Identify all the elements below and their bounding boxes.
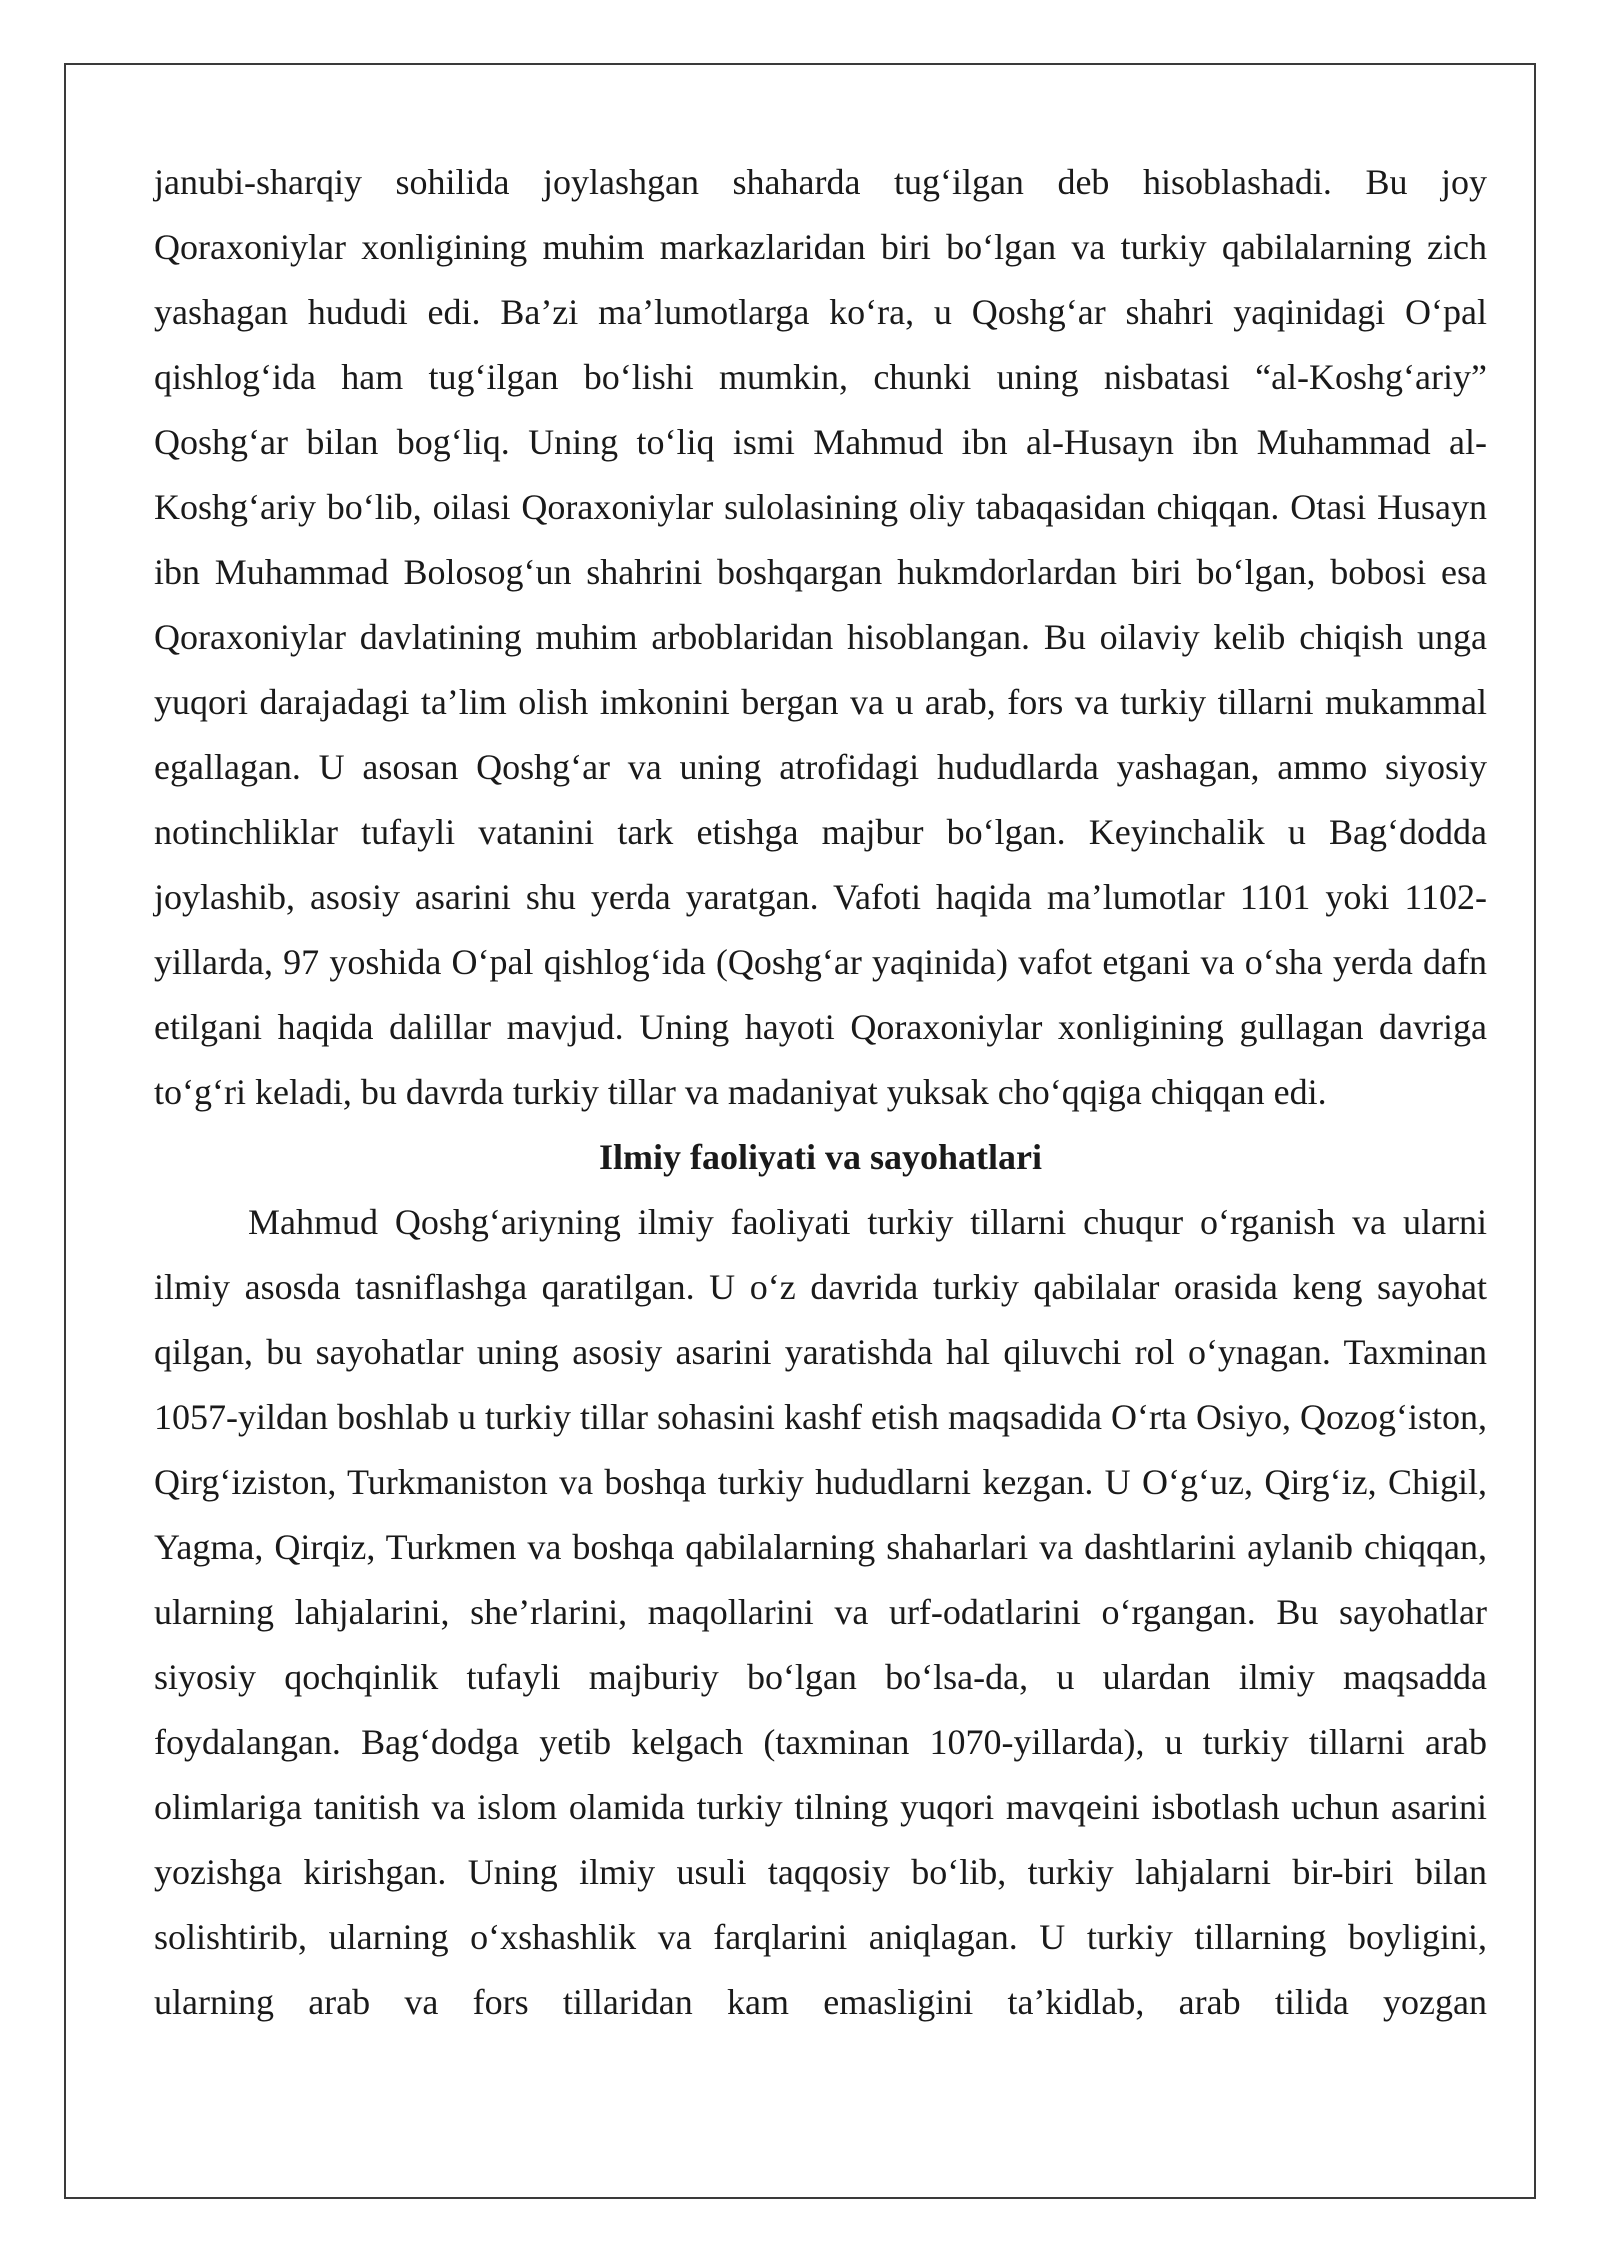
- section-heading: Ilmiy faoliyati va sayohatlari: [599, 1137, 1042, 1177]
- paragraph-intro-continuation: janubi-sharqiy sohilida joylashgan shaharda tug‘ilgan deb hisoblashadi. Bu joy Qoraxoniylar xonligining muhim markazlaridan biri bo‘lgan va turkiy qabilalarning zich yashagan hududi edi. Ba’zi ma’lumotlarga ko‘ra, u Qoshg‘ar shahri yaqinidagi O‘pal qishlog‘ida ham tug‘ilgan bo‘lishi mumkin, chunki uning nisbatasi “al-Koshg‘ariy” Qoshg‘ar bilan bog‘liq. Uning to‘liq ismi Mahmud ibn al-Husayn ibn Muhammad al-Koshg‘ariy bo‘lib, oilasi Qoraxoniylar sulolasining oliy tabaqasidan chiqqan. Otasi Husayn ibn Muhammad Bolosog‘un shahrini boshqargan hukmdorlardan biri bo‘lgan, bobosi esa Qoraxoniylar davlatining muhim arboblaridan hisoblangan. Bu oilaviy kelib chiqish unga yuqori darajadagi ta’lim olish imkonini bergan va u arab, fors va turkiy tillarni mukammal egallagan. U asosan Qoshg‘ar va uning atrofidagi hududlarda yashagan, ammo siyosiy notinchliklar tufayli vatanini tark etishga majbur bo‘lgan. Keyinchalik u Bag‘dodda joylashib, asosiy asarini shu yerda yaratgan. Vafoti haqida ma’lumotlar 1101 yoki 1102-yillarda, 97 yoshida O‘pal qishlog‘ida (Qoshg‘ar yaqinida) vafot etgani va o‘sha yerda dafn etilgani haqida dalillar mavjud. Uning hayoti Qoraxoniylar xonligining gullagan davriga to‘g‘ri keladi, bu davrda turkiy tillar va madaniyat yuksak cho‘qqiga chiqqan edi.: [154, 162, 1487, 1112]
- paragraph-scientific-activity: Mahmud Qoshg‘ariyning ilmiy faoliyati turkiy tillarni chuqur o‘rganish va ularni ilmiy asosda tasniflashga qaratilgan. U o‘z davrida turkiy qabilalar orasida keng sayohat qilgan, bu sayohatlar uning asosiy asarini yaratishda hal qiluvchi rol o‘ynagan. Taxminan 1057-yildan boshlab u turkiy tillar sohasini kashf etish maqsadida O‘rta Osiyo, Qozog‘iston, Qirg‘iziston, Turkmaniston va boshqa turkiy hududlarni kezgan. U O‘g‘uz, Qirg‘iz, Chigil, Yagma, Qirqiz, Turkmen va boshqa qabilalarning shaharlari va dashtlarini aylanib chiqqan, ularning lahjalarini, she’rlarini, maqollarini va urf-odatlarini o‘rgangan. Bu sayohatlar siyosiy qochqinlik tufayli majburiy bo‘lgan bo‘lsa-da, u ulardan ilmiy maqsadda foydalangan. Bag‘dodga yetib kelgach (taxminan 1070-yillarda), u turkiy tillarni arab olimlariga tanitish va islom olamida turkiy tilning yuqori mavqeini isbotlash uchun asarini yozishga kirishgan. Uning ilmiy usuli taqqosiy bo‘lib, turkiy lahjalarni bir-biri bilan solishtirib, ularning o‘xshashlik va farqlarini aniqlagan. U turkiy tillarning boyligini, ularning arab va fors tillaridan kam emasligini ta’kidlab, arab tilida yozgan: [154, 1202, 1487, 2022]
- document-body: [154, 150, 1487, 2035]
